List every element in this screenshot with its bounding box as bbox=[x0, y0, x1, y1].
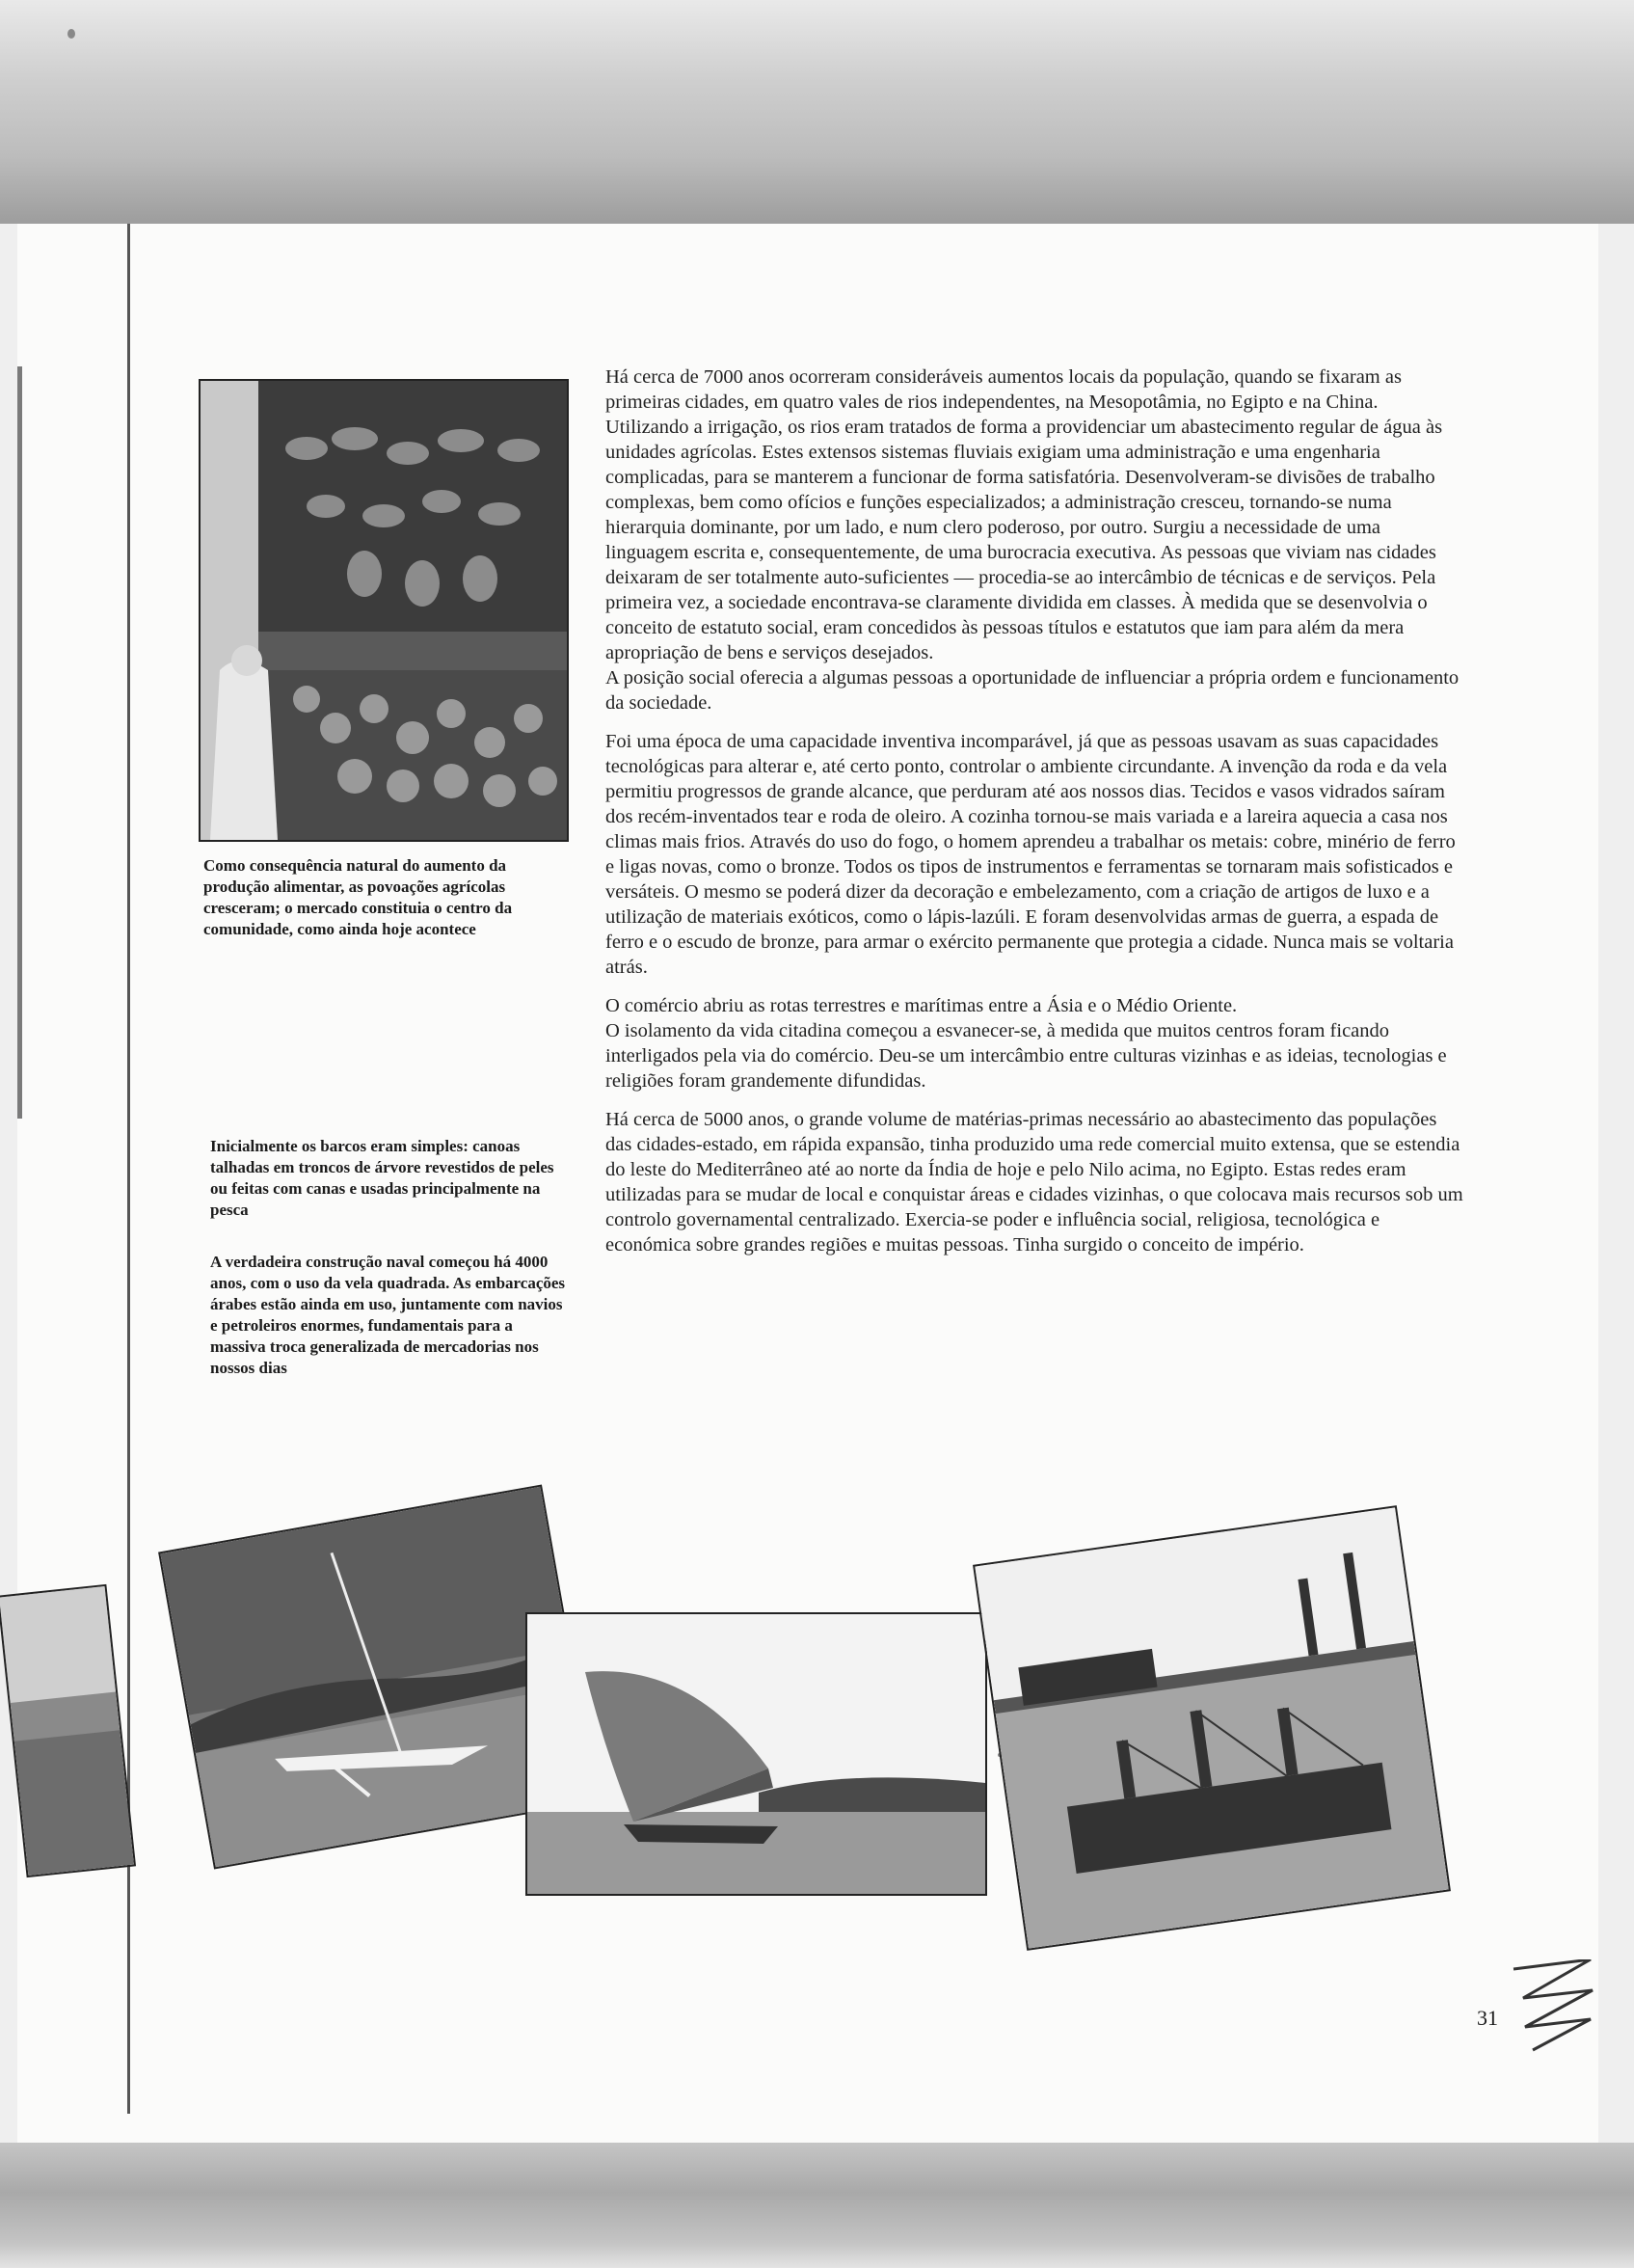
page-edge-line bbox=[17, 366, 22, 1119]
boats-intro-caption: Inicialmente os barcos eram simples: canoas talhadas em troncos de árvore revestidos de peles ou feitas com canas e usadas principalmente na pesca bbox=[210, 1137, 554, 1219]
paragraph-inventions: Foi uma época de uma capacidade inventiva incomparável, já que as pessoas usavam as suas capacidades tecnológicas para alterar e, até certo ponto, controlar o ambiente circundante. A invenção da roda e da vela permitiu progressos de grande alcance, que perduram até aos nossos dias. Tecidos e vasos vidrados saíram dos recém-inventados tear e roda de oleiro. A cozinha tornou-se mais variada e a lareira aquecia a casa nos climas mais frios. Através do uso do fogo, o homem aprendeu a trabalhar os metais: cobre, minério de ferro e ligas novas, como o bronze. Todos os tipos de instrumentos e ferramentas se tornaram mais sofisticados e versáteis. O mesmo se poderá dizer da decoração e embelezamento, com a criação de artigos de luxo e a utilização de materiais exóticos, como o lápis-lazúli. E foram desenvolvidas armas de guerra, a espada de ferro e o escudo de bronze, para armar o exército permanente que protegia a cidade. Nunca mais se voltaria atrás. bbox=[605, 731, 1456, 978]
paragraph-cultural-exchange: O isolamento da vida citadina começou a esvanecer-se, à medida que muitos centros foram ficando interligados pela via do comércio. Deu-se um intercâmbio entre culturas vizinhas e as ideias, tecnologias e religiões foram grandemente difundidas. bbox=[605, 1020, 1447, 1092]
paragraph-first-cities: Há cerca de 7000 anos ocorreram consideráveis aumentos locais da população, quando se fixaram as primeiras cidades, em quatro vales de rios independentes, na Mesopotâmia, no Egipto e na China. Utilizando a irrigação, os rios eram tratados de forma a providenciar um abastecimento regular de água às unidades agrícolas. Estes extensos sistemas fluviais exigiam uma administração e uma engenharia complicadas, para se manterem a funcionar de forma satisfatória. Desenvolveram-se divisões de trabalho complexas, bem como ofícios e funções especializados; a administração cresceu, tornando-se numa hierarquia dominante, por um lado, e num clero poderoso, por outro. Surgiu a necessidade de uma linguagem escrita e, consequentemente, de uma burocracia executiva. As pessoas que viviam nas cidades deixaram de ser totalmente auto-suficientes — procedia-se ao intercâmbio de técnicas e de serviços. Pela primeira vez, a sociedade encontrava-se claramente dividida em classes. À medida que se desenvolvia o conceito de estatuto social, eram concedidos às pessoas títulos e estatutos que iam para além da mera apropriação de bens e serviços desejados. bbox=[605, 366, 1443, 663]
paragraph-trade-routes: O comércio abriu as rotas terrestres e marítimas entre a Ásia e o Médio Oriente. bbox=[605, 995, 1238, 1016]
market-stall-photo bbox=[199, 379, 569, 842]
cargo-ships-harbor-photo bbox=[973, 1505, 1451, 1951]
paragraph-empire: Há cerca de 5000 anos, o grande volume de matérias-primas necessário ao abastecimento das populações das cidades-estado, em rápida expansão, tinha produzido uma rede comercial muito extensa, que se estendia do leste do Mediterrâneo até ao norte da Índia de hoje e pelo Nilo acima, no Egipto. Estas redes eram utilizadas para se mudar de local e conquistar áreas e cidades vizinhas, o que colocava mais recursos sob um controlo governamental centralizado. Exercia-se poder e influência social, religiosa, tecnológica e económica sobre grandes regiões e muitas pessoas. Tinha surgido o conceito de império. bbox=[605, 1109, 1463, 1256]
dust-speck bbox=[67, 29, 75, 39]
page-number: 31 bbox=[1477, 2006, 1498, 2030]
scan-shadow-bottom bbox=[0, 2143, 1634, 2268]
main-text-column bbox=[605, 364, 1465, 1271]
dhow-sailboat-photo bbox=[525, 1612, 987, 1896]
scan-shadow-top bbox=[0, 0, 1634, 224]
paragraph-social-position: A posição social oferecia a algumas pessoas a oportunidade de influenciar a própria ordem e funcionamento da sociedade. bbox=[605, 667, 1460, 714]
naval-construction-caption: A verdadeira construção naval começou há 4000 anos, com o uso da vela quadrada. As embarcações árabes estão ainda em uso, juntamente com navios e petroleiros enormes, fundamentais para a massiva troca generalizada de mercadorias nos nossos dias bbox=[210, 1253, 566, 1377]
handwritten-mark-icon bbox=[1504, 1959, 1600, 2052]
market-caption: Como consequência natural do aumento da produção alimentar, as povoações agrícolas cresceram; o mercado constituia o centro da comunidade, como ainda hoje acontece bbox=[203, 856, 513, 938]
